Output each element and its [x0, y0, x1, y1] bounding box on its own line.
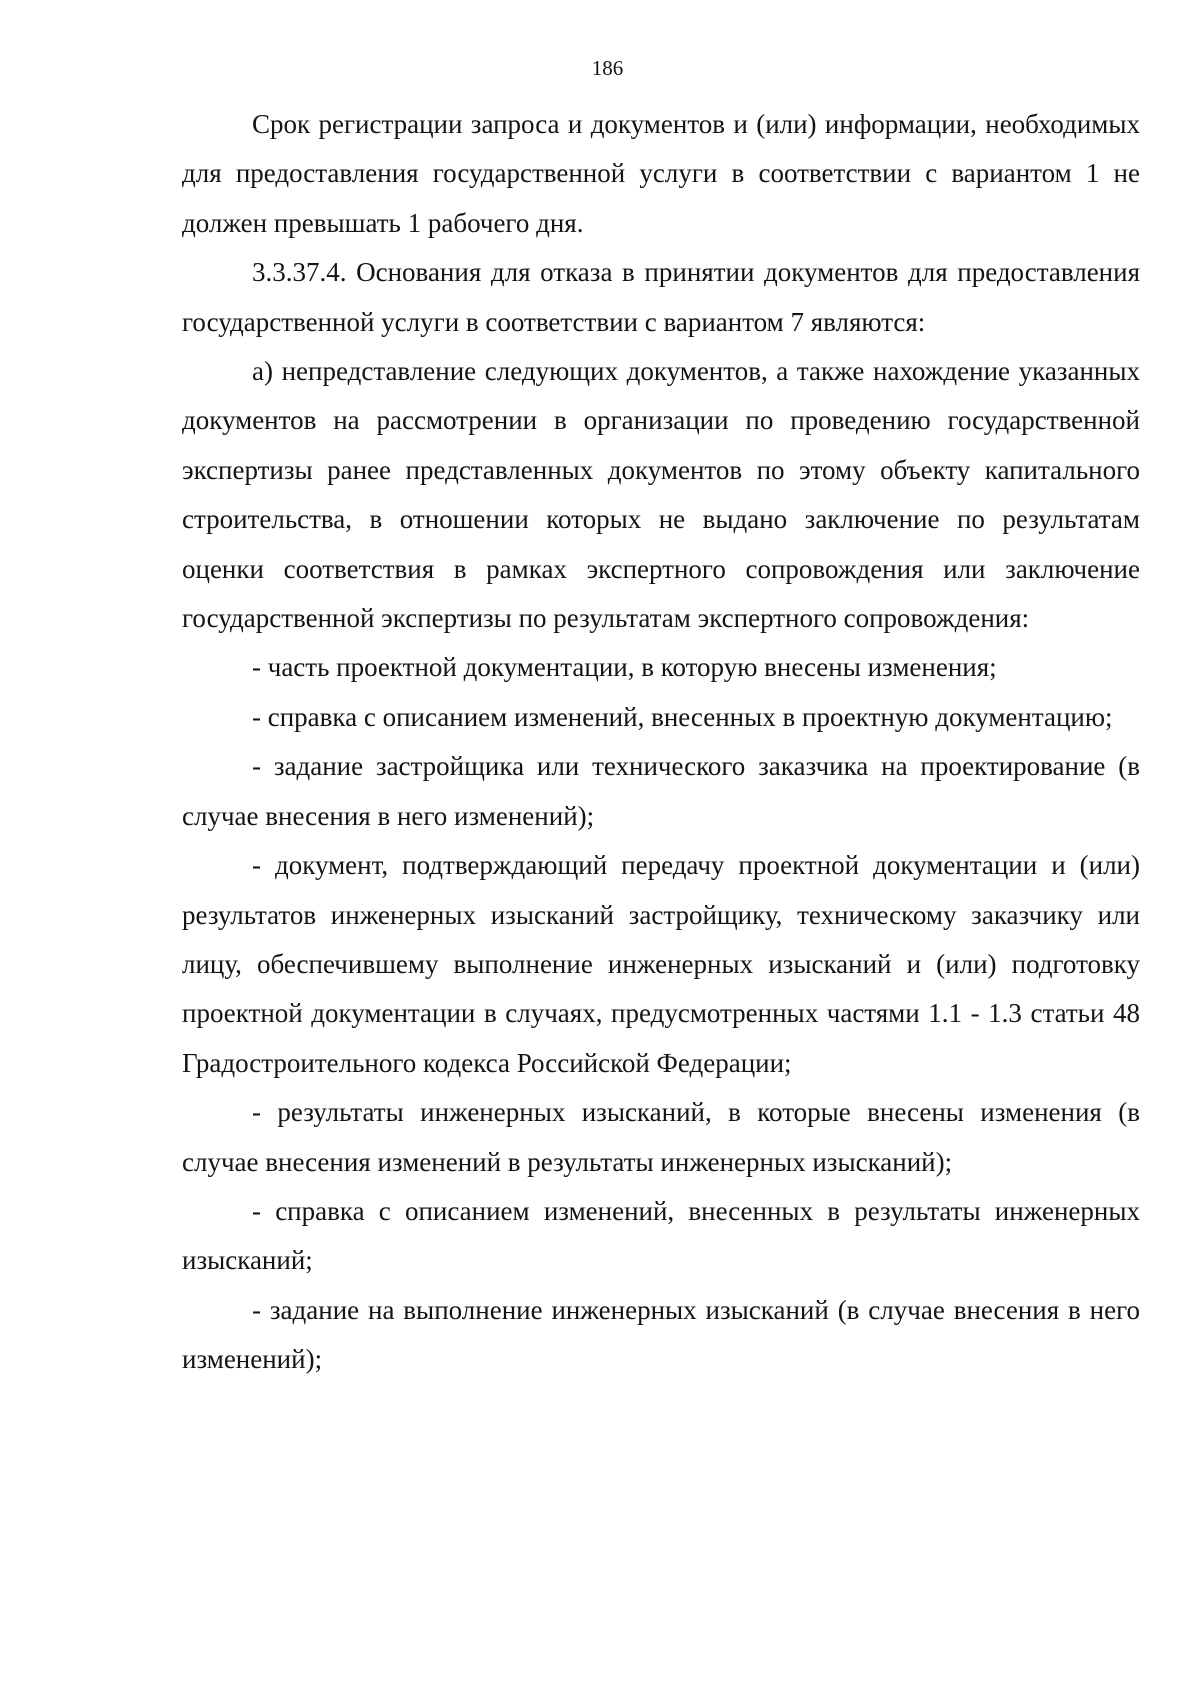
paragraph-registration-term: Срок регистрации запроса и документов и (или) информации, необходимых для предоставления государственной услуги в соответствии с вариантом 1 не должен превышать 1 рабочего дня.	[182, 109, 1140, 238]
list-item-survey-results: - результаты инженерных изысканий, в которые внесены изменения (в случае внесения изменений в результаты инженерных изысканий);	[182, 1097, 1140, 1177]
list-item-project-part: - часть проектной документации, в которую внесены изменения;	[252, 652, 997, 683]
list-item-project-changes-note: - справка с описанием изменений, внесенных в проектную документацию;	[252, 701, 1113, 732]
list-item-transfer-document: - документ, подтверждающий передачу проектной документации и (или) результатов инженерных изысканий застройщику, техническому заказчику или лицу, обеспечившему выполнение инженерных изысканий и (или) подготовку проектной документации в случаях, предусмотренных частями 1.1 - 1.3 статьи 48 Градостроительного кодекса Российской Федерации;	[182, 850, 1140, 1078]
list-item-survey-assignment: - задание на выполнение инженерных изысканий (в случае внесения в него изменений);	[182, 1294, 1140, 1375]
paragraph-item-a: а) непредставление следующих документов, а также нахождение указанных документов на рассмотрении в организации по проведению государственной экспертизы ранее представленных документов по этому объекту капитального строительства, в отношении которых не выдано заключение по результатам оценки соответствия в рамках экспертного сопровождения или заключение государственной экспертизы по результатам экспертного сопровождения:	[182, 356, 1140, 634]
page-number: 186	[591, 56, 624, 80]
list-item-design-assignment: - задание застройщика или технического заказчика на проектирование (в случае внесения в него изменений);	[182, 751, 1140, 831]
document-body	[182, 100, 1140, 1385]
paragraph-refusal-grounds: 3.3.37.4. Основания для отказа в принятии документов для предоставления государственной услуги в соответствии с вариантом 7 являются:	[182, 257, 1140, 337]
list-item-survey-changes-note: - справка с описанием изменений, внесенных в результаты инженерных изысканий;	[182, 1195, 1140, 1276]
